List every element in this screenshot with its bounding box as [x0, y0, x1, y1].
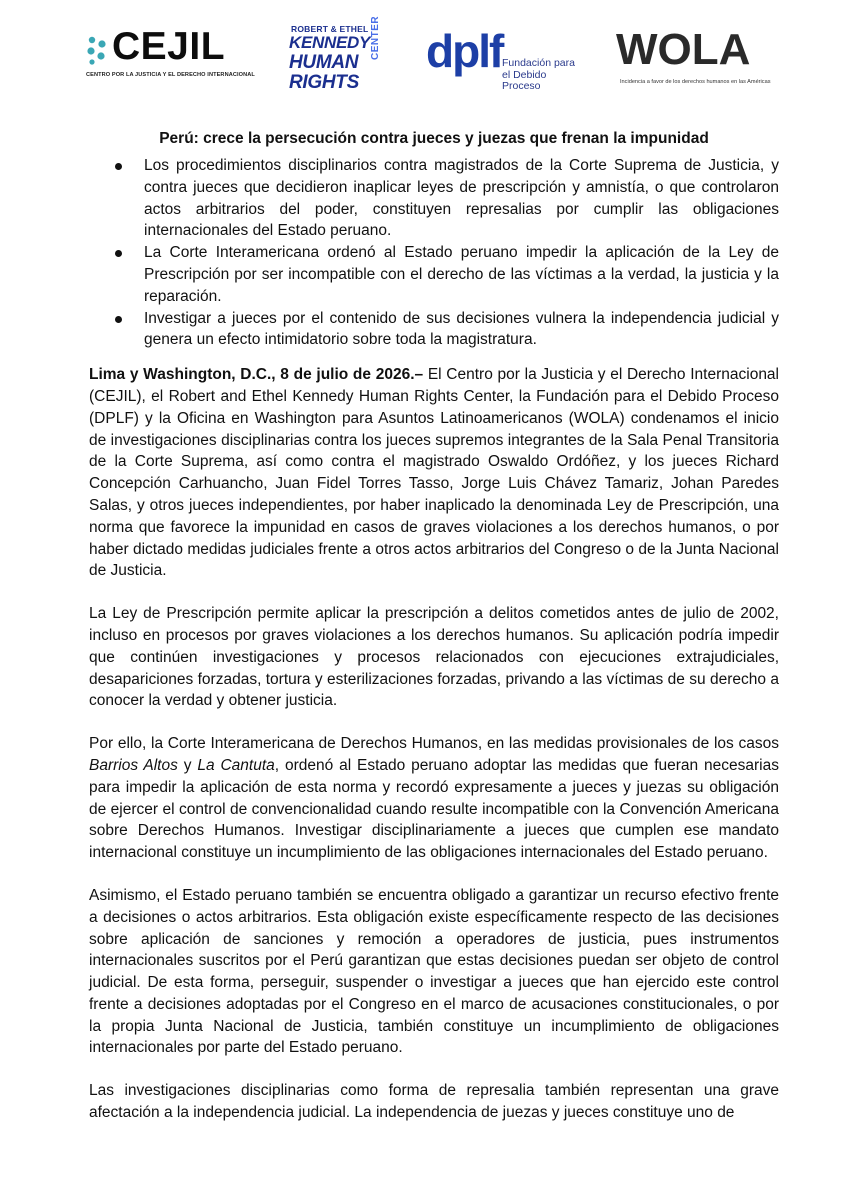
paragraph-3-and: y	[177, 756, 198, 774]
paragraph-3	[89, 733, 779, 864]
summary-bullets	[89, 155, 779, 351]
dateline: Lima y Washington, D.C., 8 de julio de 2026.–	[89, 366, 424, 384]
bullet-item	[89, 242, 779, 307]
paragraph-1	[89, 364, 779, 582]
wola-subtitle: Incidencia a favor de los derechos humanos en las Américas	[620, 79, 771, 85]
dplf-wordmark: dplf	[426, 25, 503, 77]
paragraph-2: La Ley de Prescripción permite aplicar la prescripción a delitos cometidos antes de julio de 2002, incluso en procesos por graves violaciones a los derechos humanos. Su aplicación podría impedir que continúen investigaciones y procesos relacionados con ejecuciones extrajudiciales, desapariciones forzadas, tortura y esterilizaciones forzadas, privando a las víctimas de su derecho a conocer la verdad y obtener justicia.	[89, 605, 779, 710]
bullet-item	[89, 308, 779, 352]
paragraph-1-text: El Centro por la Justicia y el Derecho Internacional (CEJIL), el Robert and Ethel Kennedy Human Rights Center, la Fundación para el Debido Proceso (DPLF) y la Oficina en Washington para Asuntos Latinoamericanos (WOLA) condenamos el inicio de investigaciones disciplinarias contra los jueces supremos integrantes de la Sala Penal Transitoria de la Corte Suprema, así como contra el magistrado Oswaldo Ordóñez, y los jueces Richard Concepción Carhuancho, Juan Fidel Torres Tasso, Jorge Luis Chávez Tamariz, Johan Paredes Salas, y otros jueces independientes, por haber inaplicado la denominada Ley de Prescripción, una norma que favorece la impunidad en casos de graves violaciones a los derechos humanos, o por haber dictado medidas judiciales frente a otros actos arbitrarios del Congreso o de la Junta Nacional de Justicia.	[89, 366, 779, 580]
bullet-dot-icon	[115, 316, 122, 323]
rfk-line3: HUMAN	[289, 52, 359, 73]
rfk-line1: ROBERT & ETHEL	[291, 24, 369, 34]
cejil-logo	[86, 25, 256, 88]
bullet-dot-icon	[115, 250, 122, 257]
bullet-item	[89, 155, 779, 242]
paragraph-4: Asimismo, el Estado peruano también se encuentra obligado a garantizar un recurso efectivo frente a decisiones o actos arbitrarios. Esta obligación existe específicamente respecto de las decisiones sobre aplicación de sanciones y remoción a operadores de justicia, pues instrumentos internacionales suscritos por el Perú garantizan que estas decisiones puedan ser objeto de control judicial. De esta forma, perseguir, suspender o investigar a jueces que han ejercido este control frente a decisiones adoptadas por el Congreso en el marco de acusaciones constitucionales, o por la propia Junta Nacional de Justicia, también constituye un incumplimiento de obligaciones internacionales por parte del Estado peruano.	[89, 886, 779, 1057]
case-la-cantuta: La Cantuta	[197, 756, 275, 774]
bullet-text: Los procedimientos disciplinarios contra magistrados de la Corte Suprema de Justicia, y contra jueces que decidieron inaplicar leyes de prescripción y amnistía, o que controlaron actos arbitrarios del poder, constituyen represalias por cumplir las obligaciones internacionales del Estado peruano.	[144, 157, 779, 240]
rfk-line2: KENNEDY	[289, 33, 371, 52]
wola-logo	[612, 26, 784, 96]
bullet-text: La Corte Interamericana ordenó al Estado peruano impedir la aplicación de la Ley de Prescripción por ser incompatible con el derecho de las víctimas a la verdad, la justicia y la reparación.	[144, 244, 779, 305]
rfk-vertical-label: CENTER	[370, 15, 381, 60]
dplf-subtitle: Fundación para el Debido Proceso	[502, 57, 575, 92]
case-barrios-altos: Barrios Altos	[89, 756, 178, 774]
cejil-subtitle: CENTRO POR LA JUSTICIA Y EL DERECHO INTERNACIONAL	[86, 72, 255, 78]
bullet-text: Investigar a jueces por el contenido de sus decisiones vulnera la independencia judicial y genera un efecto intimidatorio sobre toda la magistratura.	[144, 309, 779, 349]
paragraph-3-part1: Por ello, la Corte Interamericana de Derechos Humanos, en las medidas provisionales de los casos	[89, 735, 779, 753]
paragraph-3-part2: , ordenó al Estado peruano adoptar las medidas que fueran necesarias para impedir la aplicación de esta norma y recordó expresamente a jueces y juezas su obligación de ejercer el control de convencionalidad cuando resulte incompatible con la Convención Americana sobre Derechos Humanos. Investigar disciplinariamente a jueces que cumplen ese mandato internacional constituye un incumplimiento de las obligaciones internacionales del Estado peruano.	[89, 756, 779, 862]
document-body	[89, 128, 779, 1124]
rfk-logo	[288, 15, 390, 96]
dplf-logo	[426, 20, 586, 100]
logo-header	[0, 0, 865, 112]
cejil-mark-icon	[86, 35, 110, 65]
document-title: Perú: crece la persecución contra jueces y juezas que frenan la impunidad	[159, 130, 709, 147]
bullet-dot-icon	[115, 163, 122, 170]
rfk-line4: RIGHTS	[289, 72, 359, 93]
wola-wordmark: WOLA	[616, 25, 751, 74]
paragraph-5: Las investigaciones disciplinarias como forma de represalia también representan una grave afectación a la independencia judicial. La independencia de juezas y jueces constituye uno de	[89, 1082, 779, 1122]
cejil-wordmark: CEJIL	[112, 25, 226, 68]
